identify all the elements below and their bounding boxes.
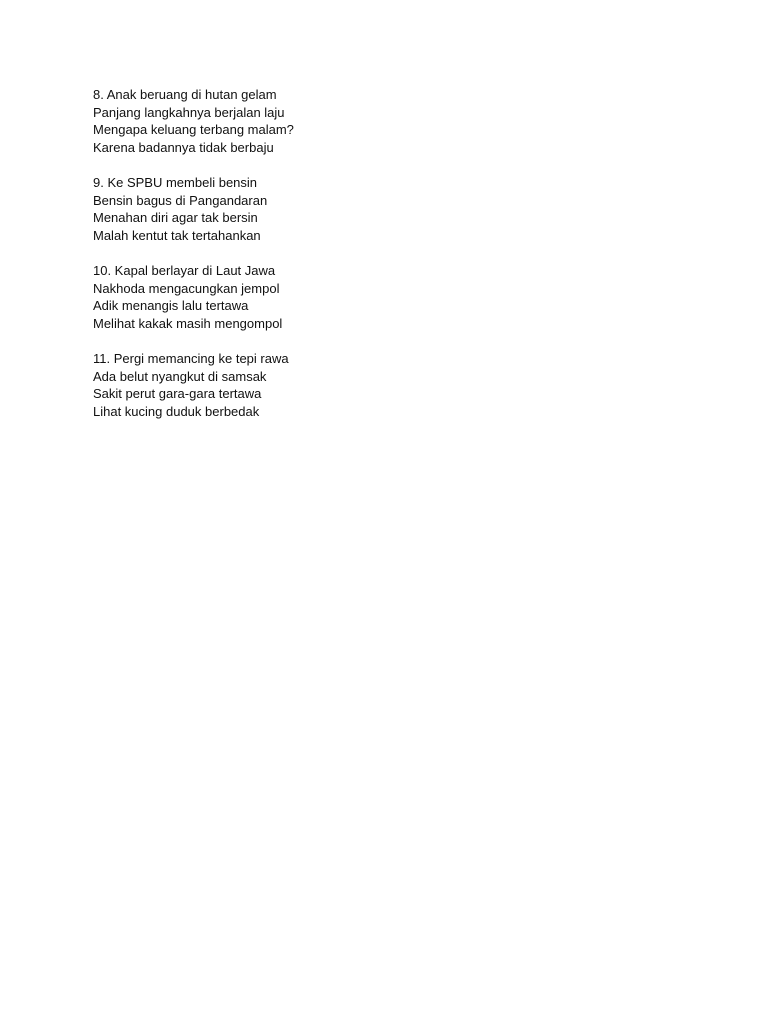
stanza-line: Nakhoda mengacungkan jempol <box>93 280 280 296</box>
stanza-line: Mengapa keluang terbang malam? <box>93 122 294 138</box>
stanza-11 <box>93 350 693 420</box>
stanza-10 <box>93 262 693 332</box>
stanza-line: 8. Anak beruang di hutan gelam <box>93 87 277 102</box>
stanza-line: Ada belut nyangkut di samsak <box>93 368 267 384</box>
stanza-line: 10. Kapal berlayar di Laut Jawa <box>93 262 276 278</box>
stanza-line: 11. Pergi memancing ke tepi rawa <box>93 350 289 366</box>
stanza-line: Bensin bagus di Pangandaran <box>93 192 268 208</box>
stanza-line: Lihat kucing duduk berbedak <box>93 403 260 419</box>
stanza-line: Melihat kakak masih mengompol <box>93 315 283 331</box>
stanza-line: 9. Ke SPBU membeli bensin <box>93 174 258 190</box>
poem-list <box>93 86 693 438</box>
stanza-line: Adik menangis lalu tertawa <box>93 298 249 314</box>
stanza-line: Sakit perut gara-gara tertawa <box>93 386 262 402</box>
stanza-line: Malah kentut tak tertahankan <box>93 227 261 243</box>
stanza-9 <box>93 174 693 244</box>
stanza-line: Karena badannya tidak berbaju <box>93 139 274 155</box>
stanza-line: Menahan diri agar tak bersin <box>93 210 258 226</box>
stanza-line: Panjang langkahnya berjalan laju <box>93 104 285 120</box>
stanza-8 <box>93 86 693 156</box>
